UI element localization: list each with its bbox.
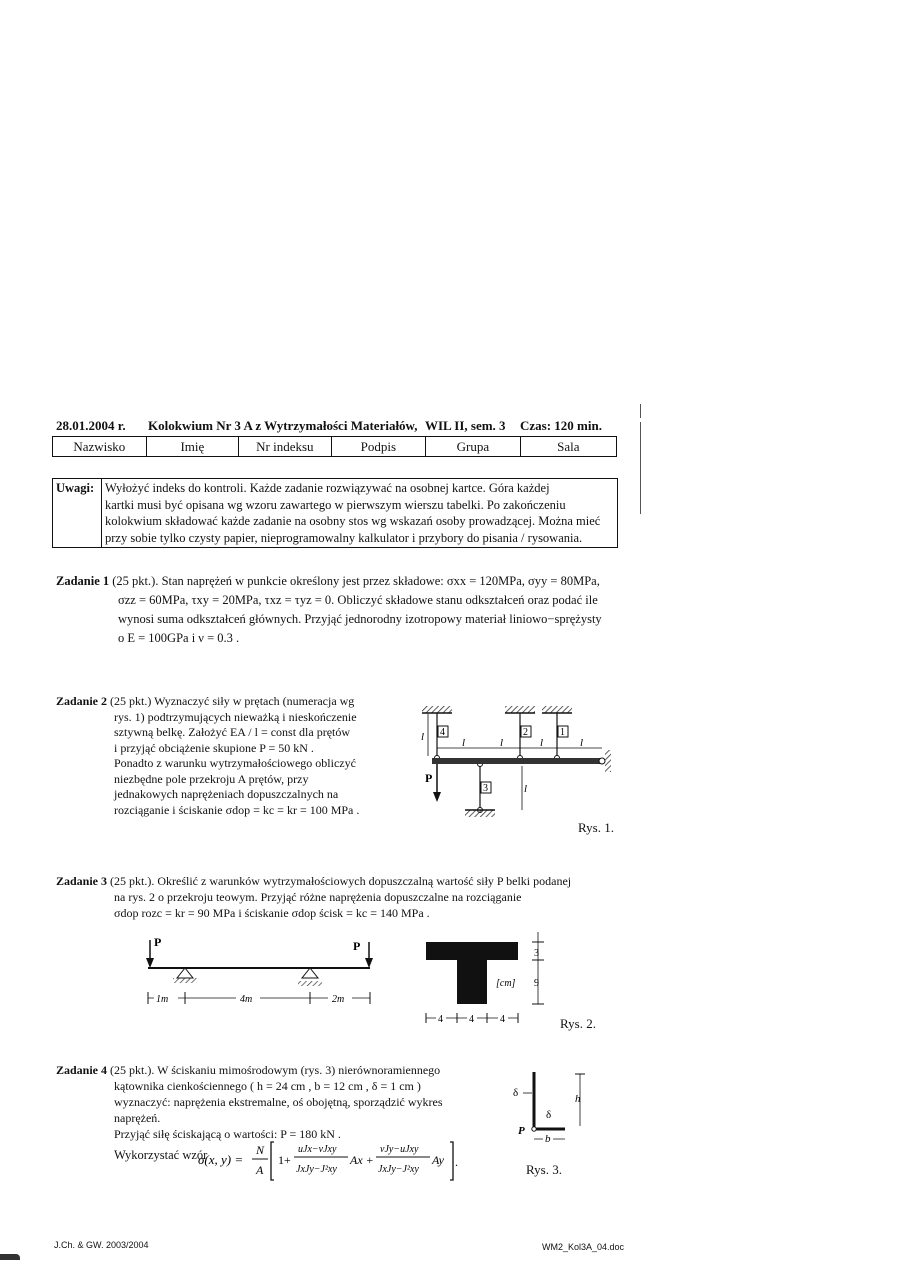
t-flange (426, 942, 518, 960)
support-pin (177, 968, 193, 978)
footer-authors: J.Ch. & GW. 2003/2004 (54, 1240, 149, 1250)
svg-text:Ay: Ay (432, 1153, 444, 1167)
task-2-line: rozciąganie i ściskanie σdop = kc = kr = 100 MPa . (114, 802, 360, 817)
dim-l: l (540, 737, 544, 749)
footer-filename: WM2_Kol3A_04.doc (542, 1242, 625, 1252)
exam-course: WIL II, sem. 3 (425, 418, 506, 433)
task-4 (56, 1062, 486, 1142)
task-1-line: (25 pkt.). Stan naprężeń w punkcie określony jest przez składowe: σxx = 120MPa, σyy = 80MPa, (112, 574, 600, 588)
task-2-line: Ponadto z warunku wytrzymałościowego obliczyć (114, 756, 356, 770)
task-2 (56, 694, 401, 818)
exam-date: 28.01.2004 r. (56, 418, 126, 433)
support-roller (302, 968, 318, 978)
task-4-line: wyznaczyć: naprężenia ekstremalne, oś obojętną, sporządzić wykres (114, 1095, 443, 1109)
dim-width: 4 (438, 1014, 443, 1025)
unit-label: [cm] (496, 978, 516, 989)
stress-formula (198, 1138, 460, 1184)
task-2-line: rys. 1) podtrzymujących nieważką i nieskończenie (114, 709, 357, 724)
column-sala: Sala (520, 437, 616, 457)
load-right-label: P (353, 939, 361, 953)
svg-text:vJy−uJxy: vJy−uJxy (380, 1144, 419, 1155)
bar-label: 2 (523, 727, 528, 738)
load-p-label: P (518, 1125, 525, 1137)
figure-3-caption: Rys. 3. (526, 1162, 562, 1177)
figure-3-angle-section (505, 1066, 595, 1146)
notes-line: kolokwium składować każde zadanie na osobny stos wg wskazań osoby prowadzącej. Można mieć (105, 514, 601, 528)
svg-text:σ(x, y) =: σ(x, y) = (198, 1152, 244, 1167)
task-1-line: o E = 100GPa i ν = 0.3 . (118, 631, 240, 645)
column-podpis: Podpis (331, 437, 426, 457)
notes-label: Uwagi: (53, 479, 102, 548)
notes-box (52, 478, 618, 548)
bar-label: 1 (560, 727, 565, 738)
notes-line: przy sobie tylko czysty papier, nieprogramowalny kalkulator i przybory do pisania / rysowania. (105, 530, 583, 545)
formula-intro: Wykorzystać wzór (114, 1148, 208, 1162)
dim-width: 4 (500, 1014, 505, 1025)
load-left-label: P (154, 935, 162, 949)
span-label: 1m (156, 994, 169, 1005)
dim-web-height: 9 (534, 978, 539, 989)
student-info-table (52, 436, 617, 457)
t-web (457, 960, 487, 1004)
task-3-line: na rys. 2 o przekroju teowym. Przyjąć różne naprężenia dopuszczalne na rozciąganie (114, 890, 522, 904)
bar-label: 4 (440, 727, 445, 738)
task-1 (56, 572, 626, 648)
figure-1-caption: Rys. 1. (578, 820, 614, 835)
dim-l: l (580, 737, 584, 749)
task-4-label: Zadanie 4 (56, 1063, 108, 1077)
svg-text:JxJy−J²xy: JxJy−J²xy (296, 1164, 337, 1175)
column-grupa: Grupa (426, 437, 520, 457)
span-label: 4m (240, 994, 253, 1005)
task-2-line: i przyjąć obciążenie skupione P = 50 kN . (114, 740, 314, 755)
svg-text:1+: 1+ (278, 1153, 291, 1167)
svg-text:N: N (256, 1143, 265, 1157)
svg-text:JxJy−J²xy: JxJy−J²xy (378, 1164, 419, 1175)
rigid-beam (432, 758, 602, 764)
dim-delta-vertical: δ (513, 1087, 519, 1099)
svg-text:uJx−vJxy: uJx−vJxy (298, 1144, 337, 1155)
exam-title: Kolokwium Nr 3 A z Wytrzymałości Materiałów, (148, 418, 418, 433)
task-3 (56, 873, 626, 921)
dim-l: l (421, 731, 425, 743)
bar-label: 3 (483, 783, 488, 794)
task-4-line: naprężeń. (114, 1111, 161, 1125)
svg-text:A: A (256, 1163, 264, 1177)
task-4-line: Przyjąć siłę ściskającą o wartości: P = 180 kN . (114, 1127, 341, 1141)
dim-delta-horizontal: δ (546, 1109, 552, 1121)
task-1-label: Zadanie 1 (56, 574, 110, 588)
figure-2-caption: Rys. 2. (560, 1016, 596, 1031)
task-2-line: niezbędne pole przekroju A prętów, przy (114, 771, 309, 786)
notes-line: Wyłożyć indeks do kontroli. Każde zadanie rozwiązywać na osobnej kartce. Góra każdej (105, 481, 550, 495)
dim-l: l (500, 737, 504, 749)
task-4-line: kątownika cienkościennego ( h = 24 cm , b = 12 cm , δ = 1 cm ) (114, 1079, 421, 1093)
figure-2-beam (140, 932, 380, 1012)
column-imie: Imię (146, 437, 238, 457)
scan-mark (640, 404, 641, 418)
task-2-line: (25 pkt.) Wyznaczyć siły w prętach (numeracja wg (110, 694, 355, 708)
scan-mark (0, 1254, 20, 1260)
figure-2-t-section (420, 928, 560, 1028)
support-bottom (465, 810, 495, 817)
span-label: 2m (332, 994, 345, 1005)
task-3-line: (25 pkt.). Określić z warunków wytrzymałościowych dopuszczalną wartość siły P belki podanej (110, 874, 572, 888)
task-1-line: wynosi suma odkształceń głównych. Przyjąć jednorodny izotropowy materiał liniowo−sprężysty (118, 612, 602, 626)
load-p-label: P (425, 771, 433, 785)
figure-1-bar-system (410, 700, 620, 840)
column-nr-indeksu: Nr indeksu (239, 437, 332, 457)
dim-h: h (575, 1093, 581, 1105)
task-2-label: Zadanie 2 (56, 694, 108, 708)
task-2-line: jednakowych naprężeniach dopuszczalnych na (114, 787, 339, 801)
exam-time: Czas: 120 min. (520, 418, 602, 433)
dim-l: l (524, 783, 528, 795)
dim-flange-thickness: 3 (534, 948, 539, 959)
dim-width: 4 (469, 1014, 474, 1025)
task-3-line: σdop rozc = kr = 90 MPa i ściskanie σdop ścisk = kc = 140 MPa . (114, 906, 430, 920)
task-3-label: Zadanie 3 (56, 874, 108, 888)
task-1-line: σzz = 60MPa, τxy = 20MPa, τxz = τyz = 0. Obliczyć składowe stanu odkształceń oraz podać ile (118, 593, 598, 607)
svg-text:Ax +: Ax + (350, 1153, 374, 1167)
support-top-right (542, 706, 572, 713)
support-top-left (422, 706, 452, 713)
dim-l: l (462, 737, 466, 749)
scan-mark (640, 422, 641, 514)
dim-b: b (545, 1133, 551, 1145)
support-top-middle (505, 706, 535, 713)
column-nazwisko: Nazwisko (53, 437, 147, 457)
task-2-line: sztywną belkę. Założyć EA / l = const dla prętów (114, 725, 351, 739)
notes-line: kartki musi być opisana wg wzoru zawartego w pierwszym wierszu tabelki. Po zakończeniu (105, 497, 566, 512)
task-4-line: (25 pkt.). W ściskaniu mimośrodowym (rys. 3) nierównoramiennego (110, 1063, 441, 1077)
svg-text:.: . (455, 1155, 458, 1169)
